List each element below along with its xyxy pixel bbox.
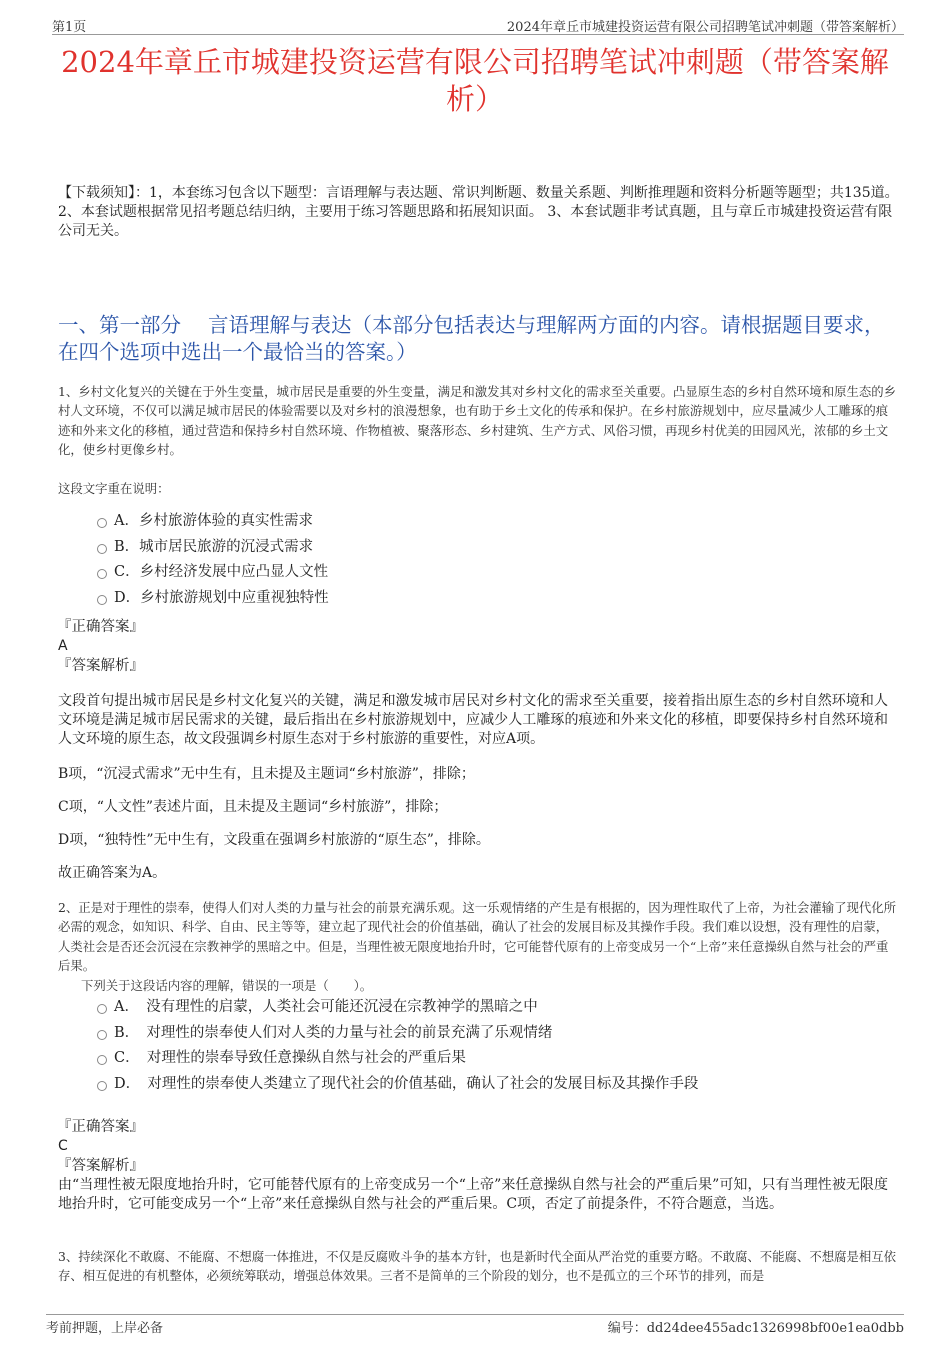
analysis-label: 『答案解析』 bbox=[57, 658, 144, 674]
question-2-prompt: 下列关于这段话内容的理解，错误的一项是（ ）。 bbox=[81, 978, 373, 993]
analysis-text: 文段首句提出城市居民是乡村文化复兴的关键，满足和激发城市居民对乡村文化的需求至关重要，接着指出原生态的乡村自然环境和人文环境是满足城市居民需求的关键，最后指出在乡村旅游规划中，应减少人工雕琢的痕迹和外来文化的移植，即要保持乡村自然环境和人文环境的原生态，故文段强调乡村原生态对于乡村旅游的重要性，对应A项。 bbox=[58, 693, 888, 747]
answer-value: C bbox=[58, 1138, 68, 1154]
answer-label: 『正确答案』 bbox=[57, 1119, 144, 1135]
question-1-options bbox=[97, 509, 877, 611]
radio-icon[interactable] bbox=[97, 518, 107, 528]
download-notice: 【下载须知】：1，本套练习包含以下题型：言语理解与表达题、常识判断题、数量关系题、判断推理题和资料分析题等题型；共135道。 2、本套试题根据常见招考题总结归纳，主要用于练习答题思路和拓展知识面。 3、本套试题非考试真题，且与章丘市城建投资运营有限公司无关。 bbox=[58, 185, 899, 239]
answer-label: 『正确答案』 bbox=[57, 619, 144, 635]
option-c[interactable]: C． 对理性的崇奉导致任意操纵自然与社会的严重后果 bbox=[97, 1046, 877, 1072]
document-title: 2024年章丘市城建投资运营有限公司招聘笔试冲刺题（带答案解析） bbox=[61, 45, 889, 116]
page-header bbox=[52, 14, 904, 35]
option-b[interactable]: B． 对理性的崇奉使人们对人类的力量与社会的前景充满了乐观情绪 bbox=[97, 1021, 877, 1047]
radio-icon[interactable] bbox=[97, 1030, 107, 1040]
analysis-option-b: B项，“沉浸式需求”无中生有，且未提及主题词“乡村旅游”，排除； bbox=[58, 766, 475, 782]
footer-slogan: 考前押题，上岸必备 bbox=[46, 1321, 164, 1336]
option-c[interactable]: C．乡村经济发展中应凸显人文性 bbox=[97, 560, 877, 586]
header-doc-title: 2024年章丘市城建投资运营有限公司招聘笔试冲刺题（带答案解析） bbox=[506, 20, 904, 35]
radio-icon[interactable] bbox=[97, 1004, 107, 1014]
question-1-stem: 1、乡村文化复兴的关键在于外生变量，城市居民是重要的外生变量，满足和激发其对乡村文化的需求至关重要。凸显原生态的乡村自然环境和原生态的乡村人文环境，不仅可以满足城市居民的体验需要以及对乡村的浪漫想象，也有助于乡土文化的传承和保护。在乡村旅游规划中，应尽量减少人工雕琢的痕迹和外来文化的移植，通过营造和保持乡村自然环境、作物植被、聚落形态、乡村建筑、生产方式、风俗习惯，再现乡村优美的田园风光，浓郁的乡土文化，使乡村更像乡村。 bbox=[58, 384, 897, 457]
analysis-option-d: D项，“独特性”无中生有，文段重在强调乡村旅游的“原生态”，排除。 bbox=[58, 832, 490, 848]
option-a[interactable]: A． 没有理性的启蒙，人类社会可能还沉浸在宗教神学的黑暗之中 bbox=[97, 995, 877, 1021]
answer-value: A bbox=[58, 638, 68, 654]
radio-icon[interactable] bbox=[97, 595, 107, 605]
analysis-label: 『答案解析』 bbox=[57, 1158, 144, 1174]
question-3-stem: 3、持续深化不敢腐、不能腐、不想腐一体推进，不仅是反腐败斗争的基本方针，也是新时代全面从严治党的重要方略。不敢腐、不能腐、不想腐是相互依存、相互促进的有机整体，必须统筹联动，增强总体效果。三者不是简单的三个阶段的划分，也不是孤立的三个环节的排列，而是 bbox=[58, 1249, 897, 1284]
footer-serial: 编号：dd24dee455adc1326998bf00e1ea0dbb bbox=[607, 1321, 904, 1336]
option-b[interactable]: B．城市居民旅游的沉浸式需求 bbox=[97, 535, 877, 561]
analysis-conclusion: 故正确答案为A。 bbox=[58, 865, 167, 881]
radio-icon[interactable] bbox=[97, 544, 107, 554]
question-2-stem: 2、正是对于理性的崇奉，使得人们对人类的力量与社会的前景充满乐观。这一乐观情绪的产生是有根据的，因为理性取代了上帝，为社会灌输了现代化所必需的观念，如知识、科学、自由、民主等等，建立起了现代社会的价值基础，确认了社会的发展目标及其操作手段。我们难以设想，没有理性的启蒙，人类社会是否还会沉浸在宗教神学的黑暗之中。但是，当理性被无限度地抬升时，它可能替代原有的上帝变成另一个“上帝”来任意操纵自然与社会的严重后果。 bbox=[58, 900, 897, 973]
analysis-option-c: C项，“人文性”表述片面，且未提及主题词“乡村旅游”，排除； bbox=[58, 799, 448, 815]
radio-icon[interactable] bbox=[97, 1055, 107, 1065]
radio-icon[interactable] bbox=[97, 569, 107, 579]
option-a[interactable]: A．乡村旅游体验的真实性需求 bbox=[97, 509, 877, 535]
option-d[interactable]: D．乡村旅游规划中应重视独特性 bbox=[97, 586, 877, 612]
question-2-options bbox=[97, 995, 877, 1097]
question-1-prompt: 这段文字重在说明： bbox=[58, 481, 170, 496]
radio-icon[interactable] bbox=[97, 1081, 107, 1091]
option-d[interactable]: D． 对理性的崇奉使人类建立了现代社会的价值基础，确认了社会的发展目标及其操作手段 bbox=[97, 1072, 877, 1098]
page-footer bbox=[46, 1314, 904, 1335]
analysis-text: 由“当理性被无限度地抬升时，它可能替代原有的上帝变成另一个“上帝”来任意操纵自然与社会的严重后果”可知，只有当理性被无限度地抬升时，它可能变成另一个“上帝”来任意操纵自然与社会的严重后果。C项，否定了前提条件，不符合题意，当选。 bbox=[58, 1177, 888, 1212]
page-number: 第1页 bbox=[52, 20, 87, 35]
section-title: 一、第一部分 言语理解与表达（本部分包括表达与理解两方面的内容。请根据题目要求，在四个选项中选出一个最恰当的答案。） bbox=[58, 313, 885, 364]
